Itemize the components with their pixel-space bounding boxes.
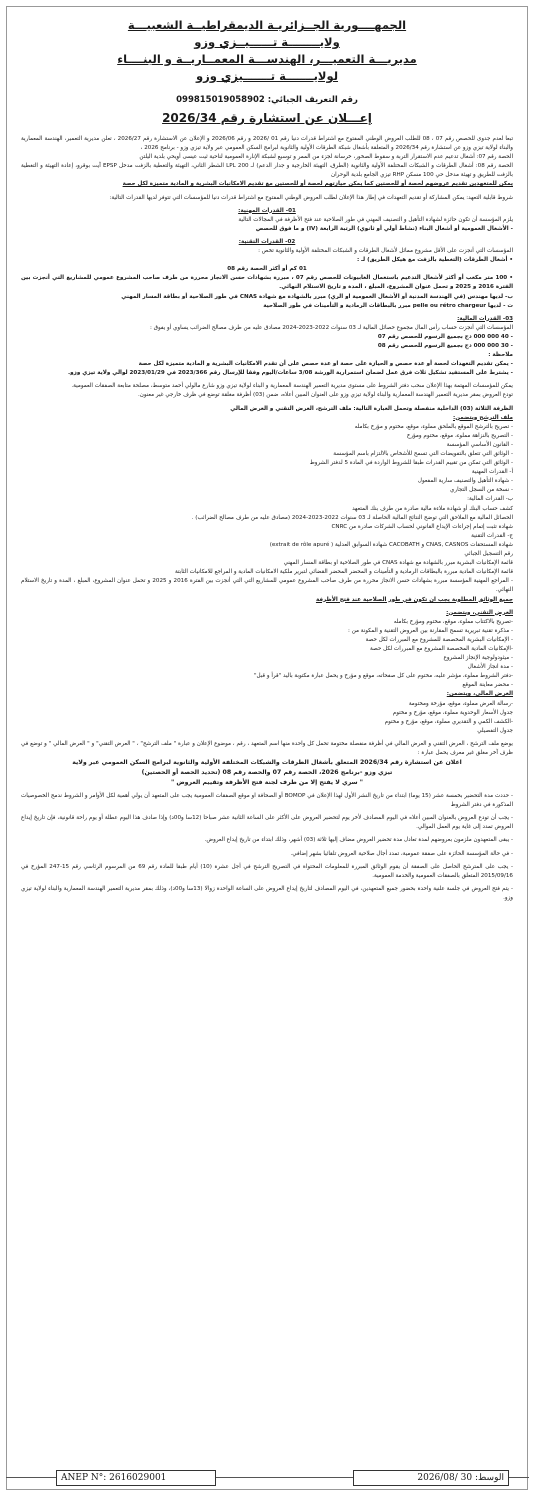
header-wilaya-2: لولايـــــــة تـــــــيزي وزو	[195, 69, 339, 83]
technical-offer-item: -دفتر الشروط مملوء، مؤشر عليه، مختوم على كل صفحاته، موقع و مؤرخ و يحمل عبارة مكتوبة باليد "قرأ و قبل"	[253, 673, 513, 680]
validity-period: - يبقى المتعهدون ملزمون بعروضهم لمدة تعادل مدة تحضير العروض مضاف إليها ثلاثة (03) أشهر، وذلك ابتداء من تاريخ إيداع العروض.	[204, 837, 513, 844]
validity-note: جميع الوثائق المطلوبة يجب ان تكون في طور الصلاحية عند فتح الأظرفة	[315, 596, 513, 603]
eligibility: شروط قابلية التعهد: يمكن المشاركة أو تقديم التعهدات في إطار هذا الإعلان لطلب العروض الوطني المفتوح مع اشتراط قدرات دنيا للمؤسسات التي تتوفر لديها القدرات التالية:	[109, 194, 513, 201]
technical-offer-item: -تصريح بالاكتتاب مملوء، موقع، مختوم ومؤرخ بكامله	[393, 618, 513, 625]
financial-capacity-heading: 03- القدرات المالية:	[457, 315, 513, 322]
note-2: - يشترط على المستفيد تشكيل ثلاث فرق عمل لضمان استمرارية الورشة 3/08 ساعات/اليوم وفقا للإرسال رقم 2023/366 في 2023/01/29 لوالي ولاية تيزي وزو.	[68, 370, 513, 377]
technical-roads-km: 01 كم أو أكثر الحصة رقم 08	[227, 266, 307, 273]
envelope-label-3: " سري لا يفتح إلا من طرف لجنة فتح الأظرفة وتقييم العروض "	[170, 779, 364, 787]
candidacy-item: - القانون الأساسي المؤسسة	[446, 441, 513, 448]
intro-paragraph: تبعا لعدم جدوى للحصص رقم 07 ، 08 للطلب العروض الوطني المفتوح مع اشتراط قدرات دنيا رقم 01 /2026 و رقم 2026/06 و الإعلان عن الاستشارة رقم 2026/27 ، تعلن مديرية التعمير، الهندسة المعمارية والبناء لولاية تيزي وزو عن استشارة رقم 2026/34 و المتعلقة بأشغال شبكة الطرقات الأولية والثانوية لبرامج السكن العمومي عبر ولاية تيزي وزو - برنامج 2026 ،	[21, 136, 513, 152]
candidacy-item: - المراجع المهنية المؤسسة مبررة بشهادات حسن الانجاز محررة من طرف صاحب المشروع عمومي للمشاريع التي التي أنجزت بين الفترة 2016 و 2025 و تحمل عنوان المشروع، المبلغ ، المدة و تاريخ الاستلام النهائي.	[21, 578, 513, 594]
extension-clause: - في حالة المؤسسة الحائزة على صفقة عمومية، تمدد أجال صلاحية العروض تلقائيا بشهر إضافي.	[290, 850, 513, 857]
candidacy-item: الحصائل المالية مع الملاحق التي توضح النتائج المالية الحاصلة لـ 03 سنوات 2022-2023-2024 (مصادق عليه من طرف مصالح الضرائب) .	[191, 514, 513, 521]
note-heading: ملاحظة :	[488, 352, 513, 359]
lot-07: الحصة رقم 07: أشغال تدعيم عدم الاستقرار التربة و سقوط الصخور، خرسانة لجزء من الممر و توسيع لشبكة الإنارة العمومية لناحية ثيت عيسى أويحي بلدية اليلتن	[139, 154, 513, 161]
envelopes-heading: الظرفة الثلاثة (03) الداخلية منفصلة وتحمل العبارة التالية: ملف الترشح، العرض التقني و العرض المالي	[230, 405, 513, 412]
technical-roads: • أشغال الطرقات (التغطية بالزفت مع هيكل الطريق) لـ :	[356, 257, 513, 264]
publication-date: الوسط: 30 /2026/08	[353, 1470, 509, 1486]
professional-capacity-grade: - الأشغال العمومية أو أشغال البناء (نشاط أولي أو ثانوي) الرتبة الرابعة (IV) و ما فوق للحصص	[255, 225, 513, 232]
envelope-label-2: تيزي وزو -برنامج 2026، الحصة رقم 07 والحصة رقم 08 (تحديد الحصة أو الحصتين)	[141, 769, 393, 777]
announcement-title: إعـــلان عن استشارة رقم 2026/34	[162, 111, 372, 125]
candidacy-item: أ- القدرات المهنية	[471, 469, 513, 476]
technical-offer-heading: العرض التقني، ويتضمن:	[446, 609, 513, 616]
technical-offer-item: - محضر معاينة الموقع	[462, 682, 513, 689]
financial-lot-07: - 40 000 000 دج بجميع الرسوم للحصص رقم 07	[377, 333, 513, 340]
candidacy-item: - نسخة من السجل التجاري	[450, 487, 513, 494]
header-republic: الجمهــــورية الجــزائريـة الديمقراطيــة الشعبيـــة	[127, 18, 407, 32]
tax-id: رقم التعريف الجبائي: 099815019058902	[176, 95, 358, 105]
technical-capacity-heading: 02- القدرات التقنية:	[238, 238, 296, 245]
technical-offer-item: - مذكرة تقنية تبريرية تسمح المقارنة بين العروض التقنية و المكونة من :	[348, 627, 513, 634]
announcement-body	[21, 135, 513, 903]
financial-offer-item: -الكشف الكمي و التقديري مملوء، موقع، مؤرخ و مختوم	[384, 718, 513, 725]
technical-offer-item: -الإمكانيات المادية المخصصة المشروع مع المبررات لكل حصة	[370, 645, 513, 652]
documents-clause: - يجب على المترشح الحاصل على الصفقة أن يقوم الوثائق المبررة للمعلومات المحتواة في التصريح الترشح في أجل عشرة (10) أيام طبقا للمادة رقم 69 من المرسوم الرئاسي رقم 15-247 المؤرخ في 2015/09/16 المتعلق بالصفقات العمومية والخدمة العمومية.	[21, 863, 513, 879]
technical-capacity-text: المؤسسات التي أنجزت على الأقل مشروع مماثل لأشغال الطرقات و الشبكات المختلفة الأولية والثانوية تخص :	[258, 248, 513, 255]
candidacy-item: - الوثائق التي تتعلق بالتفويضات التي تسمح للأشخاص بالالتزام باسم المؤسسة	[333, 451, 513, 457]
candidacy-item: - تصريح بالترشح الموقع بالملحق مملوء، موقع، مختوم و مؤرخ بكامله	[354, 423, 513, 430]
anep-number: ANEP N°: 2616029001	[56, 1470, 216, 1486]
technical-offer-item: - ميثودولوجية الإنجاز المشروع	[443, 655, 513, 662]
financial-offer-item: جدول الأسعار الوحدوية مملوء، موقع، مؤرخ و مختوم	[392, 709, 513, 716]
candidacy-item: قائمة الإمكانيات المادية مبررة بالبطاقات الرمادية و التأمينات و المحضر المحضر القضائي لتبرير ملكية الامكانيات المادية و المراجع للامكانيات الثابتة	[174, 569, 513, 576]
candidacy-item: - الوثائق التي تمكن من تقييم القدرات طبقا للشروط الواردة في المادة 5 لدفتر الشروط	[309, 460, 513, 467]
technical-offer-item: - الإمكانيات البشرية المخصصة للمشروع مع المبررات لكل حصة	[365, 636, 513, 643]
candidacy-item: كشف حساب البنك أو شهادة ملاءة مالية صادرة من طرف بنك المتعهد	[352, 505, 513, 512]
deposit-offers: تودع العروض بمقر مديرية التعمير الهندسة المعمارية والبناء لولاية تيزي وزو على العنوان المبين أعلاه، ضمن (03) أظرفة مغلقة توضع في ظرف خارجي غير معنون.	[137, 392, 513, 399]
withdraw-specs: يمكن للمؤسسات المهتمة بهذا الإعلان سحب دفتر الشروط على مستوى مديرية التعمير الهندسة المعمارية و البناء لولاية تيزي وزو شارع مالولي أحمد متوسط، مصلحة متابعة الصفقات العمومية.	[71, 383, 513, 390]
candidacy-item: ج- القدرات التقنية	[471, 532, 513, 539]
candidacy-item: - التصريح بالنزاهة مملوء، موقع، مختوم ومؤرخ	[406, 432, 513, 439]
technical-gabions: • 100 متر مكعب أو أكثر لأشغال التدعيم باستعمال الغابيونات للحصص رقم 07 ، مبررة بشهادات حسن الانجاز محررة من طرف صاحب المشروع عمومي للمشاريع التي أنجزت بين الفترة 2016 و 2025 و تحمل عنوان المشروع، المبلغ ، المدة و تاريخ الاستلام النهائي.	[21, 275, 513, 291]
candidacy-file-heading: ملف الترشح ويتضمن:	[452, 414, 513, 421]
opening-session: - يتم فتح العروض في جلسة علنية واحدة بحضور جميع المتعهدين، في اليوم المصادف لتاريخ إيداع العروض على الساعة الواحدة زوالا (13سا و00د)، وذلك بمقر مديرية التعمير الهندسة المعمارية والبناء لولاية تيزي وزو.	[21, 885, 514, 901]
envelope-label-1: اعلان عن استشارة رقم 2026/34 المتعلق بأشغال الطرقات والشبكات المختلفة الأولية والثانوية لبرامج السكن العمومي عبر ولاية	[72, 759, 462, 767]
header-directorate: مديريـــة التعميـــر، الهندســـة المعمــاريــة و البنــــاء	[117, 52, 417, 66]
lot-08: الحصة رقم 08: أشغال الطرقات و الشبكات المختلفة الأولية والثانوية (الطرق، التهيئة الخارجية و جدار الدعم) لـ 200 LPL الشطر الثاني، التهيئة والتغطية بالزفت مدخل EPSP آيت بوقرو، إعادة التهيئة و التغطية بالزفت للطريق و تهيئة مدخل حي 100 مسكن RHP تيزي الجامع بلدية الوحران	[21, 163, 513, 179]
candidacy-item: ب- القدرات المالية:	[467, 496, 513, 503]
technical-engineer: ب- لديها مهندس (في الهندسة المدنية أو الأشغال العمومية او الري) مبرر بالشهادة مع شهادة CNAS في طور الصلاحية أو بطاقة المسار المهني	[121, 293, 513, 300]
technical-offer-item: - مدة انجاز الأشغال	[467, 664, 513, 671]
deposit-deadline: - يجب أن تودع العروض بالعنوان المبين أعلاه في اليوم المصادف لأخر يوم لتحضير العروض على الأكثر على الساعة الثانية عشر صباحا (12سا و00د) وإذا صادف هذا اليوم عطلة أو يوم راحة قانونية، فإن تاريخ إيداع العروض تمدد إلى غاية يوم العمل الموالي.	[21, 815, 514, 831]
financial-lot-08: - 30 000 000 دج بجميع الرسوم للحصص رقم 08	[377, 342, 513, 349]
candidacy-item: رقم التسجيل الجبائي	[464, 551, 513, 558]
preparation-period: - حددت مدة التحضير بخمسة عشر (15 يوما) ابتداء من تاريخ النشر الأول لهذا الإعلان في BOMOP أو الصحافة او موقع الصفقات العمومية يجب على المتعهد أن يولي أهمية لكل الأوامر و الشروط ندمج الخصوصيات المذكورة في دفتر الشروط	[21, 793, 513, 809]
note-1: - يمكن تقديم التعهدات لحصة أو عدة حصص و الحيازة على حصة او عدة حصص على أن تقدم الامكانيات البشرية و المادية متميزة لكل حصة	[138, 361, 513, 368]
candidacy-item: - شهادة التأهيل والتصنيف سارية المفعول	[417, 478, 513, 485]
footer	[6, 1470, 529, 1488]
candidacy-item: قائمة الإمكانيات البشرية مبرر بالشهادة مع شهادة CNAS في طور الصلاحية او بطاقة المسار المهني	[283, 560, 513, 567]
technical-equipment: ت - لديها pelle ou rétro chargeur مبرر بالبطاقات الرمادية و التأمينات في طور الصلاحية	[263, 302, 513, 309]
financial-offer-heading: العرض المالي، ويتضمن:	[446, 691, 513, 698]
candidacy-item: شهادة المستحقات CNAS, CASNOS و CACOBATH شهادة السوابق العدلية ( extrait de rôle apuré)	[269, 541, 513, 548]
letterhead	[21, 17, 513, 85]
financial-offer-item: جدول التفصيلي	[477, 727, 513, 734]
financial-offer-item: -رسالة العرض مملوء، موقع، مؤرخة ومختومة	[408, 700, 513, 707]
financial-capacity-text: المؤسسات التي أنجزت حساب رأس المال مجموع حصائل المالية لـ 03 سنوات 2022-2023-2024 مصادق عليه من طرف مصالح الضرائب يساوي أو يفوق :	[149, 324, 513, 331]
envelope-instructions: يوضع ملف الترشح ، العرض التقني و العرض المالي في أظرفة منفصلة مختومة تحمل كل واحدة منها اسم المتعهد ، رقم ، موضوع الإعلان و عبارة " ملف الترشح" ، " العرض التقني" و " العرض المالي " و توضع في ظرف آخر مغلق غير معرف يحمل عبارة :	[21, 740, 513, 756]
lots-note: يمكن للمتعهدين تقديم عروضهم لحصة أو للحصتين كما يمكن حيازتهم لحصة أو للحصتين مع تقديم الامكانيات البشرية و المادية متميزة لكل حصة	[122, 181, 513, 188]
professional-capacity-heading: 01- القدرات المهنية:	[238, 207, 296, 214]
header-wilaya: ولايــــــــة تــــــيــزي وزو	[194, 35, 340, 49]
announcement-page	[6, 6, 528, 1490]
professional-capacity-text: يلزم المؤسسة أن تكون حائزة لشهادة التأهيل و التصنيف المهني في طور الصلاحية عند فتح الأظرفة في المجالات التالية	[238, 216, 513, 223]
candidacy-item: شهادة تثبت إتمام إجراءات الإيداع القانوني لحساب الشركات صادرة من CNRC	[331, 523, 513, 530]
